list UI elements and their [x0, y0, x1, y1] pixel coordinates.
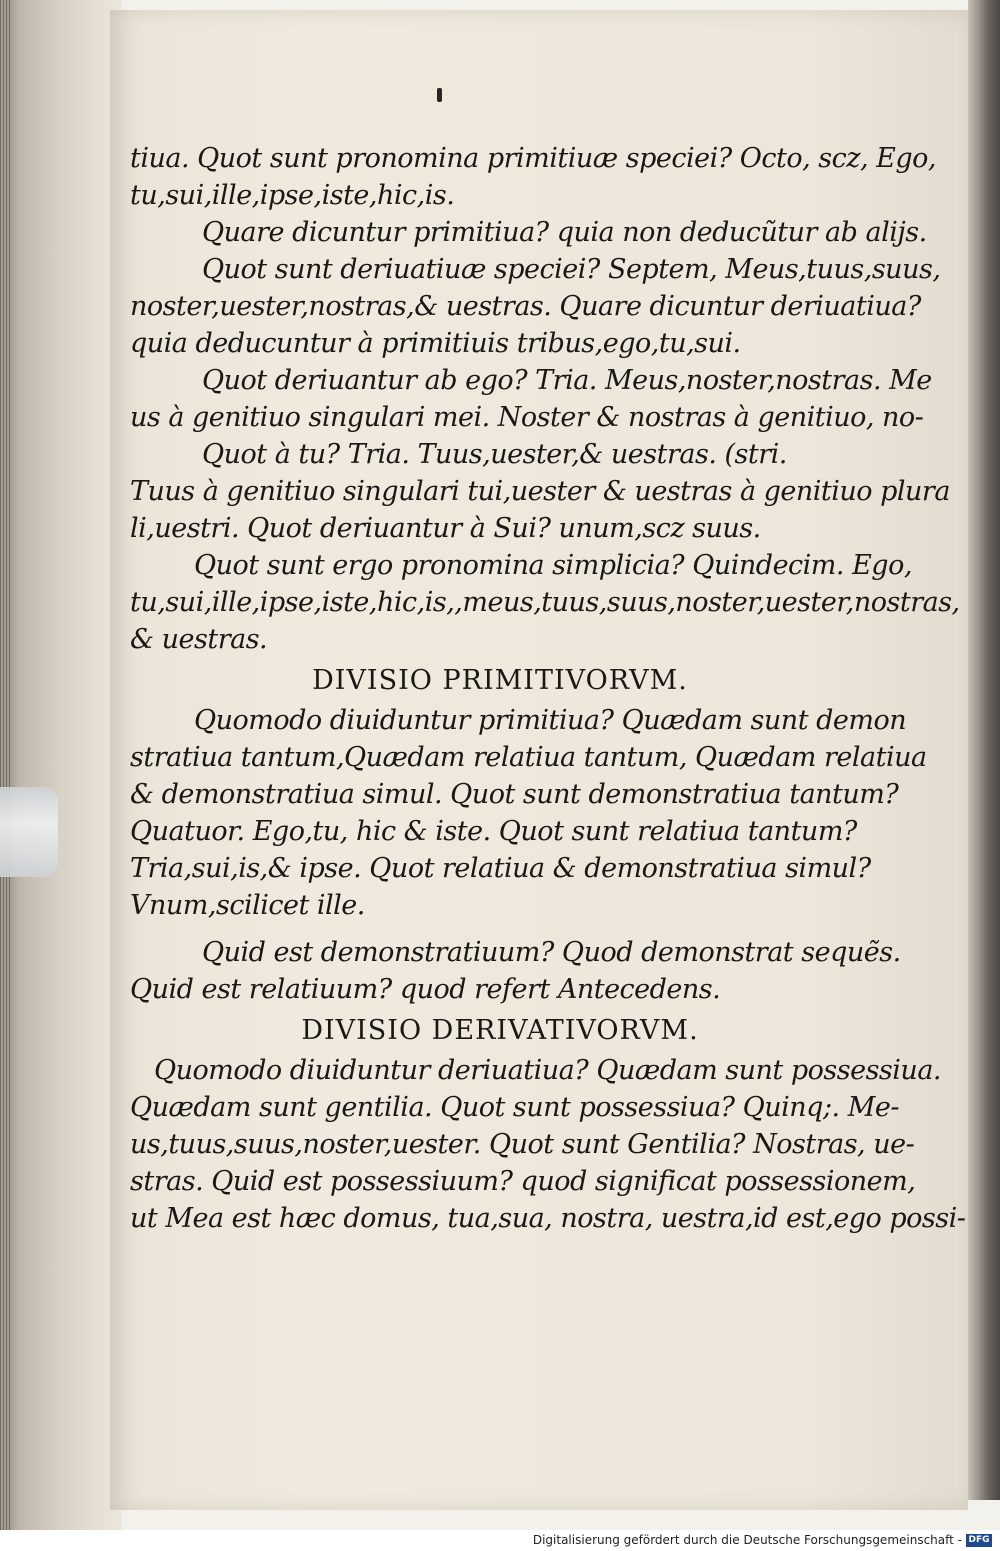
funding-notice: Digitalisierung gefördert durch die Deutsche Forschungsgemeinschaft - — [532, 1533, 962, 1547]
text-line: Tuus à genitiuo singulari tui,uester & uestras à genitiuo plura — [130, 476, 950, 507]
dfg-logo: DFG — [966, 1534, 992, 1547]
text-line: stratiua tantum,Quædam relatiua tantum, Quædam relatiua — [130, 742, 927, 773]
section-heading-derivativorum: DIVISIO DERIVATIVORVM. — [301, 1015, 699, 1046]
text-line: Quot deriuantur ab ego? Tria. Meus,noster,nostras. Me — [202, 365, 932, 396]
text-line: tu,sui,ille,ipse,iste,hic,is,,meus,tuus,suus,noster,uester,nostras, — [130, 587, 960, 618]
text-line: Quatuor. Ego,tu, hic & iste. Quot sunt relatiua tantum? — [130, 816, 857, 847]
text-line: Quare dicuntur primitiua? quia non deducũtur ab alijs. — [202, 217, 927, 248]
previous-page-edge — [0, 0, 122, 1551]
ink-mark — [437, 88, 442, 102]
text-line: tu,sui,ille,ipse,iste,hic,is. — [130, 180, 455, 211]
text-line: quia deducuntur à primitiuis tribus,ego,tu,sui. — [130, 328, 741, 359]
text-line: Quid est demonstratiuum? Quod demonstrat sequẽs. — [202, 937, 901, 968]
page-text — [130, 140, 966, 1237]
section-heading-primitivorum: DIVISIO PRIMITIVORVM. — [312, 665, 688, 696]
text-line: us à genitiuo singulari mei. Noster & nostras à genitiuo, no- — [130, 402, 924, 433]
text-line: Quædam sunt gentilia. Quot sunt possessiua? Quinq;. Me- — [130, 1092, 899, 1123]
page-stack-edge — [0, 0, 12, 1551]
text-line: & demonstratiua simul. Quot sunt demonstratiua tantum? — [130, 779, 899, 810]
text-line: & uestras. — [130, 624, 268, 655]
text-line: Quomodo diuiduntur deriuatiua? Quædam sunt possessiua. — [154, 1055, 941, 1086]
text-line: Quid est relatiuum? quod refert Antecedens. — [130, 974, 721, 1005]
text-line: noster,uester,nostras,& uestras. Quare dicuntur deriuatiua? — [130, 291, 921, 322]
text-line: Vnum,scilicet ille. — [130, 890, 365, 921]
clip-holder — [0, 787, 58, 877]
text-line: tiua. Quot sunt pronomina primitiuæ speciei? Octo, scz, Ego, — [130, 143, 936, 174]
text-line: Quot à tu? Tria. Tuus,uester,& uestras. (stri. — [202, 439, 787, 470]
text-line: Quomodo diuiduntur primitiua? Quædam sunt demon — [194, 705, 907, 736]
text-line: Tria,sui,is,& ipse. Quot relatiua & demonstratiua simul? — [130, 853, 871, 884]
text-line: ut Mea est hæc domus, tua,sua, nostra, uestra,id est,ego possi- — [130, 1203, 966, 1234]
text-line: li,uestri. Quot deriuantur à Sui? unum,scz suus. — [130, 513, 761, 544]
book-fore-edge — [968, 0, 1000, 1500]
text-line: stras. Quid est possessiuum? quod significat possessionem, — [130, 1166, 916, 1197]
text-line: Quot sunt ergo pronomina simplicia? Quindecim. Ego, — [194, 550, 912, 581]
text-line: us,tuus,suus,noster,uester. Quot sunt Gentilia? Nostras, ue- — [130, 1129, 915, 1160]
text-line: Quot sunt deriuatiuæ speciei? Septem, Meus,tuus,suus, — [202, 254, 941, 285]
